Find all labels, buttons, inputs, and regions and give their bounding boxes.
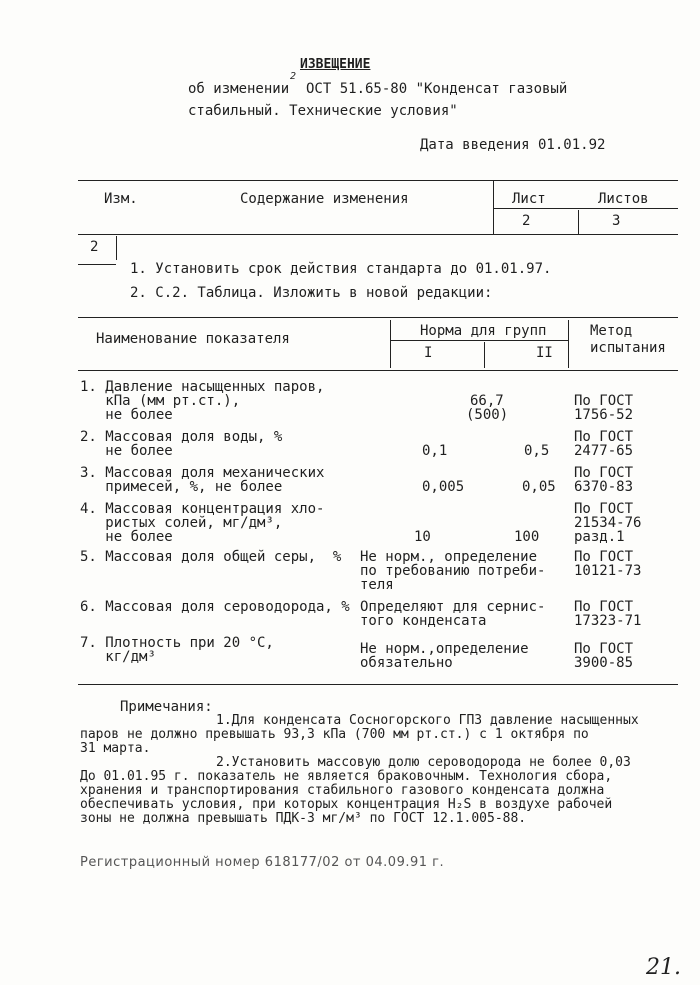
row-7-name-line-1: 7. Плотность при 20 °С, xyxy=(80,635,274,651)
sheets-col-header: Листов xyxy=(598,191,649,207)
col-header-name: Наименование показателя xyxy=(96,331,290,347)
row-3-method-line-1: По ГОСТ xyxy=(574,465,634,481)
row-2-group-1: 0,1 xyxy=(422,443,448,459)
row-5-name-line-1: 5. Массовая доля общей серы, % xyxy=(80,549,342,565)
row-2-method-line-2: 2477-65 xyxy=(574,443,634,459)
row-2-name-line-2: не более xyxy=(80,443,173,459)
row-5-norm-line-1: Не норм., определение xyxy=(360,549,538,565)
row-4-method-line-3: разд.1 xyxy=(574,529,625,545)
row-3-name-line-2: примесей, %, не более xyxy=(80,479,283,495)
col-header-method-2: испытания xyxy=(590,340,666,356)
note-2-line-5: зоны не должна превышать ПДК-3 мг/м³ по ГОСТ 12.1.005-88. xyxy=(80,811,527,826)
row-3-name-line-1: 3. Массовая доля механических xyxy=(80,465,325,481)
row-4-name-line-3: не более xyxy=(80,529,173,545)
group-divider xyxy=(484,342,485,368)
sheet-col-header: Лист xyxy=(512,191,546,207)
change-number-underline xyxy=(78,264,116,265)
row-1-method-line-1: По ГОСТ xyxy=(574,393,634,409)
row-1-name-line-2: кПа (мм рт.ст.), xyxy=(80,393,241,409)
col-header-norm: Норма для групп xyxy=(420,323,547,339)
col-header-method-1: Метод xyxy=(590,323,633,339)
notice-subtitle-line-2: стабильный. Технические условия" xyxy=(188,103,458,119)
table-header-bottom-rule xyxy=(78,370,678,371)
note-1-line-2: паров не должно превышать 93,3 кПа (700 мм рт.ст.) с 1 октября по xyxy=(80,727,589,742)
row-1-name-line-3: не более xyxy=(80,407,173,423)
row-4-name-line-1: 4. Массовая концентрация хло- xyxy=(80,501,325,517)
registration-number: Регистрационный номер 618177/02 от 04.09.91 г. xyxy=(80,855,445,870)
note-2-line-1: 2.Установить массовую долю сероводорода не более 0,03 xyxy=(216,755,631,770)
page-number: 21. xyxy=(646,955,681,980)
row-5-method-line-1: По ГОСТ xyxy=(574,549,634,565)
row-1-name-line-1: 1. Давление насыщенных паров, xyxy=(80,379,325,395)
row-5-norm-line-3: теля xyxy=(360,577,394,593)
change-number-divider xyxy=(116,236,117,260)
row-4-method-line-1: По ГОСТ xyxy=(574,501,634,517)
row-6-method-line-1: По ГОСТ xyxy=(574,599,634,615)
row-1-norm-value: 66,7 xyxy=(470,393,504,409)
row-4-name-line-2: ристых солей, мг/дм³, xyxy=(80,515,283,531)
change-table-divider-1 xyxy=(493,180,494,234)
change-col-header: Изм. xyxy=(104,191,138,207)
col-header-group-1: I xyxy=(424,345,433,361)
row-2-name-line-1: 2. Массовая доля воды, % xyxy=(80,429,283,445)
row-2-method-line-1: По ГОСТ xyxy=(574,429,634,445)
row-7-norm-line-1: Не норм.,определение xyxy=(360,641,529,657)
row-4-group-2: 100 xyxy=(514,529,540,545)
norm-header-rule xyxy=(390,340,568,341)
row-3-group-2: 0,05 xyxy=(522,479,556,495)
note-2-line-2: До 01.01.95 г. показатель не является браковочным. Технология сбора, xyxy=(80,769,613,784)
effective-date: Дата введения 01.01.92 xyxy=(420,137,606,153)
row-2-group-2: 0,5 xyxy=(524,443,550,459)
change-table-top-rule xyxy=(78,180,678,181)
row-7-method-line-1: По ГОСТ xyxy=(574,641,634,657)
col-header-group-2: II xyxy=(536,345,553,361)
note-2-line-4: обеспечивать условия, при которых концентрация H₂S в воздухе рабочей xyxy=(80,797,613,812)
sheets-value: 3 xyxy=(612,213,621,229)
row-5-method-line-2: 10121-73 xyxy=(574,563,642,579)
notice-title: ИЗВЕЩЕНИЕ xyxy=(300,57,371,72)
table-bottom-rule xyxy=(78,684,678,685)
row-7-name-line-2: кг/дм³ xyxy=(80,649,156,665)
row-7-norm-line-2: обязательно xyxy=(360,655,453,671)
table-divider-left xyxy=(390,320,391,368)
notes-title: Примечания: xyxy=(120,699,213,715)
row-6-norm-line-1: Определяют для сернис- xyxy=(360,599,546,615)
row-3-method-line-2: 6370-83 xyxy=(574,479,634,495)
row-3-group-1: 0,005 xyxy=(422,479,465,495)
sheet-value: 2 xyxy=(522,213,531,229)
note-1-line-3: 31 марта. xyxy=(80,741,151,756)
row-4-group-1: 10 xyxy=(414,529,431,545)
row-5-norm-line-2: по требованию потреби- xyxy=(360,563,546,579)
row-1-norm-mmhg: (500) xyxy=(466,407,509,423)
note-2-line-3: хранения и транспортирования стабильного газового конденсата должна xyxy=(80,783,605,798)
handwritten-mark: 2 xyxy=(290,71,297,82)
change-table-bottom-rule xyxy=(78,234,678,235)
row-1-method-line-2: 1756-52 xyxy=(574,407,634,423)
notice-subtitle-line-1: об изменении ОСТ 51.65-80 "Конденсат газовый xyxy=(188,81,568,97)
change-number: 2 xyxy=(90,239,99,255)
change-item-1: 1. Установить срок действия стандарта до 01.01.97. xyxy=(130,261,552,277)
change-table-mid-rule xyxy=(493,208,678,209)
change-table-divider-2 xyxy=(578,210,579,234)
row-6-method-line-2: 17323-71 xyxy=(574,613,642,629)
table-top-rule xyxy=(78,317,678,318)
row-7-method-line-2: 3900-85 xyxy=(574,655,634,671)
content-col-header: Содержание изменения xyxy=(240,191,409,207)
change-item-2: 2. С.2. Таблица. Изложить в новой редакции: xyxy=(130,285,493,301)
row-4-method-line-2: 21534-76 xyxy=(574,515,642,531)
row-6-norm-line-2: того конденсата xyxy=(360,613,487,629)
row-6-name-line-1: 6. Массовая доля сероводорода, % xyxy=(80,599,350,615)
table-divider-right xyxy=(568,320,569,368)
note-1-line-1: 1.Для конденсата Сосногорского ГПЗ давление насыщенных xyxy=(216,713,639,728)
